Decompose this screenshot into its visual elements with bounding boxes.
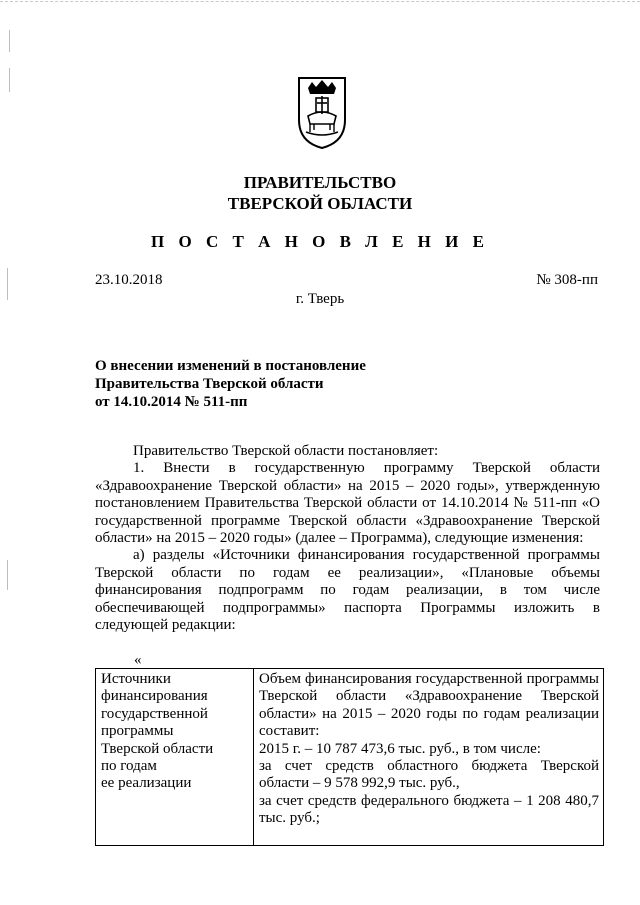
financing-table bbox=[95, 668, 604, 846]
subject-line: Правительства Тверской области bbox=[95, 376, 324, 392]
content-line: за счет средств областного бюджета Тверской области – 9 578 992,9 тыс. руб., bbox=[259, 758, 599, 792]
document-subject bbox=[95, 357, 425, 411]
quote-open-mark: « bbox=[134, 652, 142, 668]
organization-line-2: ТВЕРСКОЙ ОБЛАСТИ bbox=[227, 194, 413, 213]
table-cell-content bbox=[254, 669, 604, 846]
coat-of-arms-icon bbox=[296, 72, 348, 150]
label-line: финансирования bbox=[101, 688, 208, 705]
document-number: № 308-пп bbox=[536, 272, 598, 288]
label-line: Тверской области bbox=[101, 740, 214, 757]
content-line: за счет средств федерального бюджета – 1 208 480,7 тыс. руб.; bbox=[259, 792, 599, 827]
document-date: 23.10.2018 bbox=[95, 272, 163, 288]
label-line: Источники bbox=[101, 671, 171, 687]
body-item-1a: а) разделы «Источники финансирования государственной программы Тверской области по годам ее реализации», «Плановые объемы финансирования подпрограмм по годам реализации, в том числе обеспечивающей подпрограммы» паспорта Программы изложить в следующей редакции: bbox=[95, 547, 600, 634]
label-line: ее реализации bbox=[101, 775, 192, 792]
scan-margin-mark bbox=[7, 560, 8, 590]
label-line: по годам bbox=[101, 758, 157, 775]
body-item-1: 1. Внести в государственную программу Тверской области «Здравоохранение Тверской области» на 2015 – 2020 годы», утвержденную постановлением Правительства Тверской области от 14.10.2014 № 511-пп «О государственной программе Тверской области «Здравоохранение Тверской области» на 2015 – 2020 годы» (далее – Программа), следующие изменения: bbox=[95, 460, 600, 547]
subject-line: О внесении изменений в постановление bbox=[95, 358, 366, 374]
document-city: г. Тверь bbox=[295, 291, 345, 307]
scan-edge-line bbox=[0, 1, 640, 2]
table-cell-label bbox=[96, 669, 254, 846]
content-intro: Объем финансирования государственной программы Тверской области «Здравоохранение Тверской области» на 2015 – 2020 годы по годам реализации составит: bbox=[259, 671, 599, 740]
content-line: 2015 г. – 10 787 473,6 тыс. руб., в том числе: bbox=[259, 740, 541, 757]
document-type-title: П О С Т А Н О В Л Е Н И Е bbox=[151, 232, 489, 251]
scan-margin-mark bbox=[9, 68, 10, 92]
scan-margin-mark bbox=[9, 30, 10, 52]
label-line: программы bbox=[101, 723, 174, 740]
table-row bbox=[96, 669, 604, 846]
organization-name bbox=[0, 172, 640, 214]
body-intro: Правительство Тверской области постановляет: bbox=[133, 443, 439, 459]
subject-line: от 14.10.2014 № 511-пп bbox=[95, 394, 248, 410]
document-body bbox=[95, 443, 600, 634]
organization-line-1: ПРАВИТЕЛЬСТВО bbox=[243, 173, 397, 192]
label-line: государственной bbox=[101, 705, 208, 722]
